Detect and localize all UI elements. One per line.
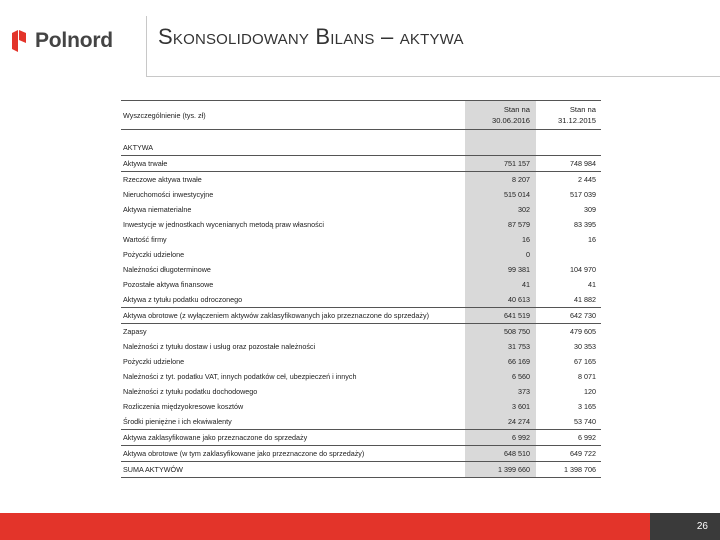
row-value-2016: 6 992 bbox=[465, 430, 536, 445]
row-value-2015: 41 bbox=[588, 280, 596, 289]
row-value-2016: 1 399 660 bbox=[465, 462, 536, 477]
row-value-2015: 1 398 706 bbox=[564, 465, 596, 474]
section-label: AKTYWA bbox=[123, 143, 154, 152]
logo-text: Polnord bbox=[35, 29, 113, 52]
row-value-2015: 30 353 bbox=[574, 342, 596, 351]
company-logo bbox=[9, 27, 113, 55]
row-value-2016: 3 601 bbox=[465, 399, 536, 414]
row-value-2016: 8 207 bbox=[465, 172, 536, 187]
table-row bbox=[121, 324, 601, 339]
table-row bbox=[121, 292, 601, 308]
row-value-2015: 53 740 bbox=[574, 417, 596, 426]
table-row bbox=[121, 277, 601, 292]
row-label: Aktywa zaklasyfikowane jako przeznaczone do sprzedaży bbox=[123, 433, 308, 442]
table-row bbox=[121, 369, 601, 384]
table-header-row bbox=[121, 100, 601, 130]
row-value-2015: 479 605 bbox=[570, 327, 596, 336]
balance-sheet-table bbox=[121, 100, 601, 478]
row-value-2015: 6 992 bbox=[578, 433, 596, 442]
header-vertical-divider bbox=[146, 16, 147, 76]
row-label: Aktywa obrotowe (z wyłączeniem aktywów zaklasyfikowanych jako przeznaczone do sprzedaży) bbox=[123, 311, 429, 320]
row-value-2015: 642 730 bbox=[570, 311, 596, 320]
row-value-2016: 99 381 bbox=[465, 262, 536, 277]
row-value-2015 bbox=[536, 247, 601, 262]
row-value-2016: 87 579 bbox=[465, 217, 536, 232]
header-col-2016 bbox=[465, 101, 536, 129]
row-label: Nieruchomości inwestycyjne bbox=[123, 190, 214, 199]
header-col2-line1: Stan na bbox=[569, 105, 596, 114]
row-value-2015: 309 bbox=[584, 205, 596, 214]
header-col-2015 bbox=[536, 101, 601, 129]
row-label: Inwestycje w jednostkach wycenianych metodą praw własności bbox=[123, 220, 324, 229]
row-value-2015: 16 bbox=[588, 235, 596, 244]
row-value-2016: 31 753 bbox=[465, 339, 536, 354]
row-label: Należności z tyt. podatku VAT, innych podatków ceł, ubezpieczeń i innych bbox=[123, 372, 357, 381]
row-value-2015: 748 984 bbox=[570, 159, 596, 168]
row-value-2016: 373 bbox=[465, 384, 536, 399]
row-label: Pożyczki udzielone bbox=[123, 250, 185, 259]
row-label: Rozliczenia międzyokresowe kosztów bbox=[123, 402, 244, 411]
row-value-2015: 8 071 bbox=[578, 372, 596, 381]
table-row bbox=[121, 156, 601, 172]
row-label: Rzeczowe aktywa trwałe bbox=[123, 175, 202, 184]
table-row bbox=[121, 187, 601, 202]
row-value-2016: 641 519 bbox=[465, 308, 536, 323]
row-value-2016: 41 bbox=[465, 277, 536, 292]
table-row bbox=[121, 430, 601, 446]
row-label: Należności długoterminowe bbox=[123, 265, 211, 274]
spacer-row bbox=[121, 130, 601, 140]
row-label: Aktywa niematerialne bbox=[123, 205, 192, 214]
row-value-2016: 751 157 bbox=[465, 156, 536, 171]
row-value-2015: 67 165 bbox=[574, 357, 596, 366]
table-row bbox=[121, 308, 601, 324]
section-row bbox=[121, 140, 601, 156]
table-row bbox=[121, 354, 601, 369]
row-value-2016: 508 750 bbox=[465, 324, 536, 339]
header-col1-line2: 30.06.2016 bbox=[491, 116, 530, 125]
row-label: Należności z tytułu dostaw i usług oraz pozostałe należności bbox=[123, 342, 316, 351]
table-row bbox=[121, 414, 601, 430]
header-col1-line1: Stan na bbox=[503, 105, 530, 114]
page-number: 26 bbox=[696, 521, 708, 532]
header-label: Wyszczególnienie (tys. zł) bbox=[123, 110, 206, 120]
row-value-2016: 24 274 bbox=[465, 414, 536, 429]
table-row bbox=[121, 217, 601, 232]
slide-header bbox=[0, 0, 720, 76]
header-col2-line2: 31.12.2015 bbox=[557, 116, 596, 125]
row-label: Środki pieniężne i ich ekwiwalenty bbox=[123, 417, 232, 426]
table-row bbox=[121, 247, 601, 262]
row-label: Należności z tytułu podatku dochodowego bbox=[123, 387, 258, 396]
table-row bbox=[121, 446, 601, 462]
row-value-2015: 517 039 bbox=[570, 190, 596, 199]
table-row bbox=[121, 339, 601, 354]
table-row-total bbox=[121, 462, 601, 478]
row-value-2016: 648 510 bbox=[465, 446, 536, 461]
table-row bbox=[121, 202, 601, 217]
table-row bbox=[121, 232, 601, 247]
row-value-2016: 16 bbox=[465, 232, 536, 247]
page-number-box bbox=[650, 513, 720, 540]
row-value-2015: 3 165 bbox=[578, 402, 596, 411]
table-row bbox=[121, 384, 601, 399]
row-value-2016: 66 169 bbox=[465, 354, 536, 369]
polnord-logo-icon bbox=[9, 29, 29, 53]
row-value-2016: 0 bbox=[465, 247, 536, 262]
row-label: Aktywa obrotowe (w tym zaklasyfikowane jako przeznaczone do sprzedaży) bbox=[123, 449, 365, 458]
row-label: SUMA AKTYWÓW bbox=[123, 465, 183, 474]
page-title: Skonsolidowany Bilans – aktywa bbox=[158, 24, 464, 49]
row-value-2016: 302 bbox=[465, 202, 536, 217]
row-label: Wartość firmy bbox=[123, 235, 167, 244]
footer-bar bbox=[0, 513, 720, 540]
row-value-2016: 40 613 bbox=[465, 292, 536, 307]
row-label: Pożyczki udzielone bbox=[123, 357, 185, 366]
row-value-2015: 83 395 bbox=[574, 220, 596, 229]
row-value-2016: 6 560 bbox=[465, 369, 536, 384]
row-value-2015: 649 722 bbox=[570, 449, 596, 458]
row-label: Pozostałe aktywa finansowe bbox=[123, 280, 214, 289]
header-divider bbox=[146, 76, 720, 77]
row-value-2015: 41 882 bbox=[574, 295, 596, 304]
row-label: Aktywa trwałe bbox=[123, 159, 168, 168]
row-value-2015: 104 970 bbox=[570, 265, 596, 274]
table-row bbox=[121, 399, 601, 414]
row-value-2016: 515 014 bbox=[465, 187, 536, 202]
row-label: Zapasy bbox=[123, 327, 147, 336]
table-row bbox=[121, 262, 601, 277]
table-row bbox=[121, 172, 601, 187]
row-value-2015: 120 bbox=[584, 387, 596, 396]
row-label: Aktywa z tytułu podatku odroczonego bbox=[123, 295, 243, 304]
row-value-2015: 2 445 bbox=[578, 175, 596, 184]
